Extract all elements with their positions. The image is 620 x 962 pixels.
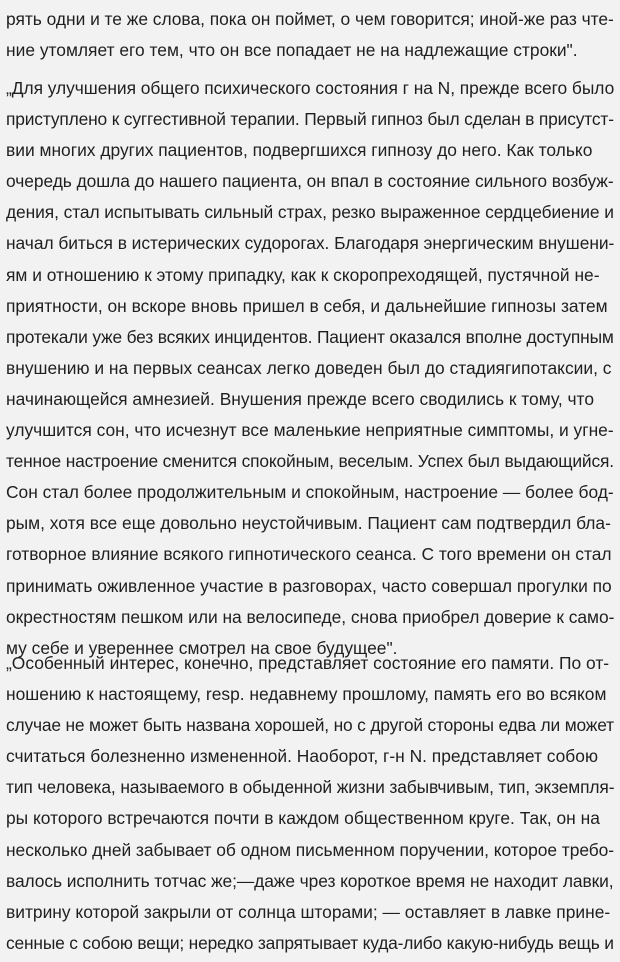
- text-line: витрину которой закрыли от солнца шторами; — оставляет в лавке прине-: [6, 901, 611, 922]
- text-line: готворное влияние всякого гипнотического сеанса. С того времени он стал: [6, 544, 612, 565]
- text-line: несколько дней забывает об одном письменном поручении, которое требо-: [6, 839, 615, 860]
- text-line: тенное настроение сменится спокойным, веселым. Успех был выдающийся.: [6, 451, 614, 472]
- text-line: ношению к настоящему, resp. недавнему прошлому, память его во всяком: [6, 684, 607, 705]
- text-line: приятности, он вскоре вновь пришел в себя, и дальнейшие гипнозы затем: [6, 295, 608, 316]
- text-line: му себе и увереннее смотрел на свое будущее".: [6, 637, 398, 658]
- paragraph-1: [0, 4, 620, 66]
- text-line: ры которого встречаются почти в каждом общественном круге. Так, он на: [6, 808, 600, 829]
- text-line: окрестностям пешком или на велосипеде, снова приобрел доверие к само-: [6, 606, 615, 627]
- text-line: считаться болезненно измененной. Наоборот, г-н N. представляет собою: [6, 746, 598, 767]
- paragraph-2: [0, 73, 620, 664]
- text-line: приступлено к суггестивной терапии. Первый гипноз был сделан в присутст-: [6, 109, 614, 130]
- text-line: ние утомляет его тем, что он все попадает не на надлежащие строки".: [6, 40, 578, 61]
- text-line: случае не может быть названа хорошей, но с другой стороны едва ли может: [6, 715, 614, 736]
- text-line: улучшится сон, что исчезнут все маленькие неприятные симптомы, и угне-: [6, 420, 614, 441]
- text-line: принимать оживленное участие в разговорах, часто совершал прогулки по: [6, 575, 612, 596]
- text-line: „Для улучшения общего психического состояния г на N, прежде всего было: [6, 78, 615, 98]
- text-line: рым, хотя все еще довольно неустойчивым. Пациент сам подтвердил бла-: [6, 513, 611, 534]
- paragraph-3: [0, 648, 620, 959]
- text-line: дения, стал испытывать сильный страх, резко выраженное сердцебиение и: [6, 202, 614, 223]
- text-line: начал биться в истерических судорогах. Благодаря энергическим внушени-: [6, 233, 615, 254]
- text-line: начинающейся амнезией. Внушения прежде всего сводились к тому, что: [6, 388, 594, 409]
- text-line: валось исполнить тотчас же;—даже чрез короткое время не находит лавки,: [6, 870, 614, 891]
- text-line: сенные с собою вещи; нередко запрятывает куда-либо какую-нибудь вещь и: [6, 932, 614, 953]
- text-line: Сон стал более продолжительным и спокойным, настроение — более бод-: [6, 482, 614, 503]
- text-line: „Особенный интерес, конечно, представляет состояние его памяти. По от-: [6, 653, 610, 673]
- text-line: протекали уже без всяких инцидентов. Пациент оказался вполне доступным: [6, 326, 614, 347]
- text-line: рять одни и те же слова, пока он поймет, о чем говорится; иной-же раз чте-: [6, 9, 614, 29]
- text-line: тип человека, называемого в обыденной жизни забывчивым, тип, экземпля-: [6, 777, 615, 798]
- text-line: внушению и на первых сеансах легко доведен был до стадиягипотаксии, с: [6, 357, 612, 378]
- text-line: вии многих других пациентов, подвергшихся гипнозу до него. Как только: [6, 140, 593, 161]
- text-line: ям и отношению к этому припадку, как к скоропреходящей, пустячной не-: [6, 264, 600, 285]
- text-line: очередь дошла до нашего пациента, он впал в состояние сильного возбуж-: [6, 171, 614, 192]
